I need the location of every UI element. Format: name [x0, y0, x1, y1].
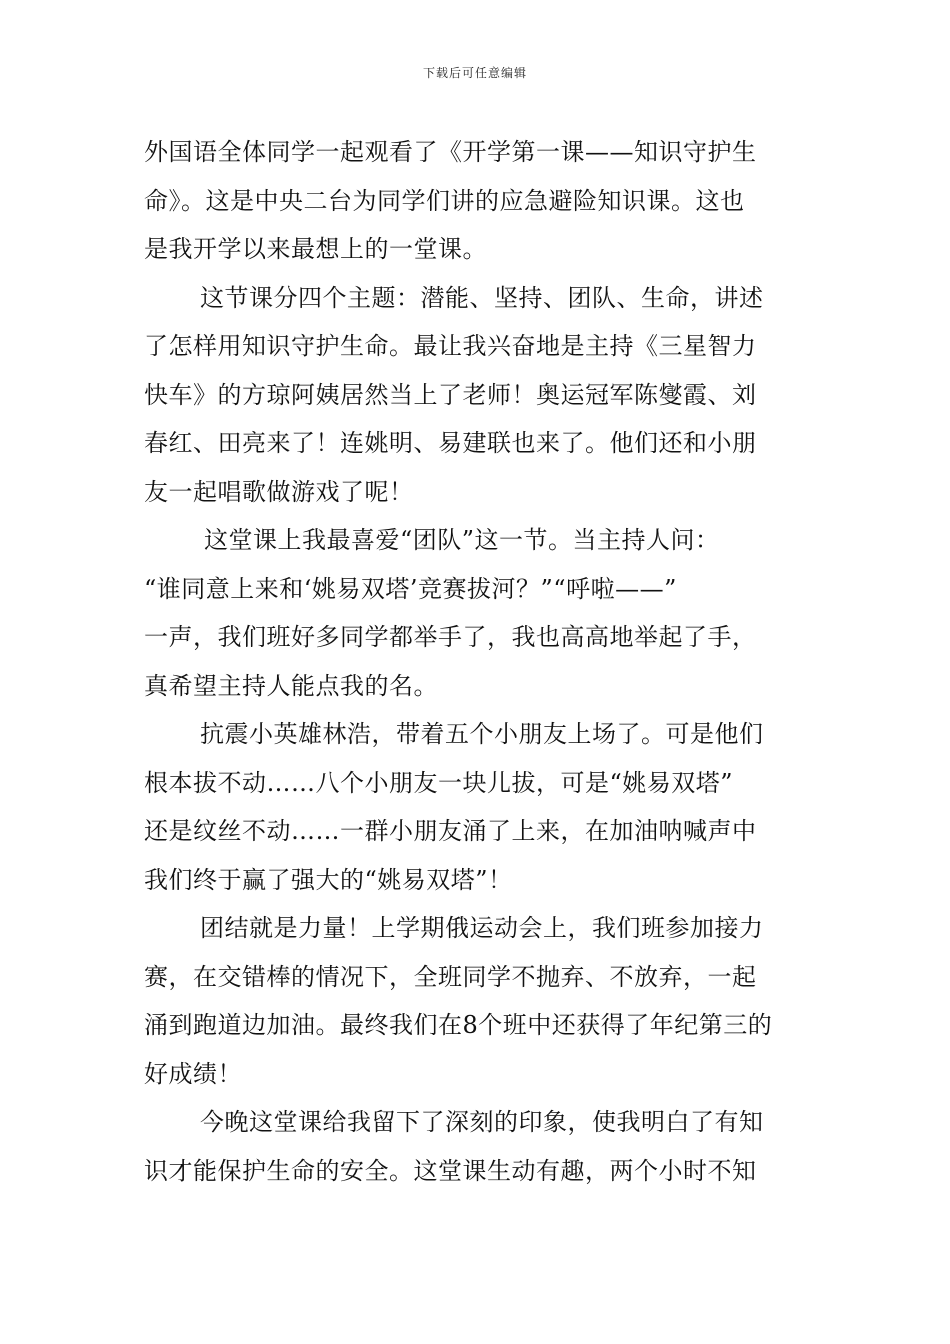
document-body — [144, 128, 808, 1195]
text-line: 还是纹丝不动……一群小朋友涌了上来，在加油呐喊声中 — [144, 817, 757, 845]
text-line: 命》。这是中央二台为同学们讲的应急避险知识课。这也 — [144, 186, 745, 215]
text-line: 赛，在交错棒的情况下，全班同学不抛弃、不放弃，一起 — [144, 962, 757, 991]
paragraph-start-line: 团结就是力量！上学期俄运动会上，我们班参加接力 — [200, 914, 764, 942]
paragraph-start-line: 抗震小英雄林浩，带着五个小朋友上场了。可是他们 — [200, 720, 764, 748]
text-line: 是我开学以来最想上的一堂课。 — [144, 235, 487, 263]
text-line: 涌到跑道边加油。最终我们在8个班中还获得了年纪第三的 — [144, 1011, 773, 1039]
paragraph-start-line: 这节课分四个主题：潜能、坚持、团队、生命，讲述 — [200, 283, 764, 312]
text-line: 了怎样用知识守护生命。最让我兴奋地是主持《三星智力 — [144, 332, 757, 360]
text-line: 识才能保护生命的安全。这堂课生动有趣，两个小时不知 — [144, 1156, 757, 1185]
text-line: 根本拔不动……八个小朋友一块儿拔，可是“姚易双塔” — [144, 768, 734, 797]
text-line: 真希望主持人能点我的名。 — [144, 671, 438, 700]
text-line: 好成绩！ — [144, 1059, 242, 1088]
page-header: 下载后可任意编辑 — [422, 66, 527, 80]
text-line: 春红、田亮来了！连姚明、易建联也来了。他们还和小朋 — [144, 429, 757, 457]
text-line: 一声，我们班好多同学都举手了，我也高高地举起了手， — [144, 623, 757, 651]
paragraph-start-line: 今晚这堂课给我留下了深刻的印象，使我明白了有知 — [200, 1108, 764, 1136]
text-line: 友一起唱歌做游戏了呢！ — [144, 477, 414, 506]
text-line: 外国语全体同学一起观看了《开学第一课——知识守护生 — [144, 138, 757, 166]
text-line: “谁同意上来和‘姚易双塔’竞赛拔河？”“呼啦——” — [144, 574, 677, 603]
text-line: 我们终于赢了强大的“姚易双塔”！ — [144, 865, 513, 894]
paragraph-start-line: 这堂课上我最喜爱“团队”这一节。当主持人问： — [204, 526, 720, 554]
text-line: 快车》的方琼阿姨居然当上了老师！奥运冠军陈燮霞、刘 — [144, 380, 757, 409]
